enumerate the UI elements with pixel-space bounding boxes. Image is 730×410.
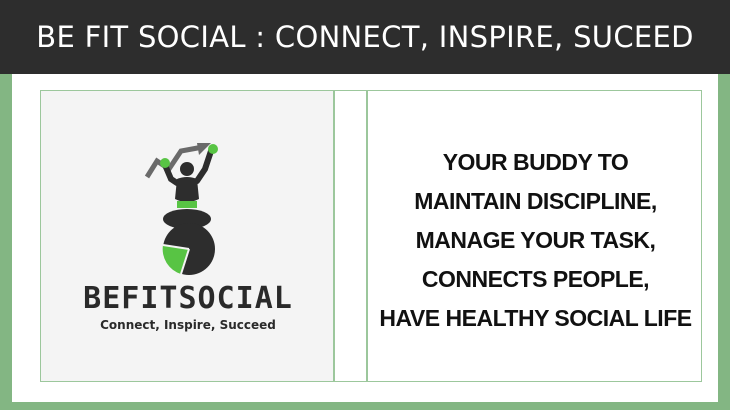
- slogan-line: MANAGE YOUR TASK,: [415, 227, 656, 253]
- divider-panel: [334, 90, 367, 382]
- slogan-panel: [367, 90, 702, 382]
- slogan-line: HAVE HEALTHY SOCIAL LIFE: [379, 305, 692, 331]
- title-banner: [0, 0, 730, 74]
- content-area: [12, 74, 718, 402]
- slogan-line: MAINTAIN DISCIPLINE,: [414, 188, 657, 214]
- fitness-person-logo-icon: [141, 139, 235, 275]
- logo-panel: [40, 90, 334, 382]
- brand-tagline: Connect, Inspire, Succeed: [100, 318, 276, 332]
- slogan-text: [368, 143, 703, 338]
- brand-name: BEFITSOCIAL: [83, 281, 293, 316]
- slogan-line: CONNECTS PEOPLE,: [421, 266, 650, 292]
- slogan-line: YOUR BUDDY TO: [442, 149, 629, 175]
- page-title: BE FIT SOCIAL : CONNECT, INSPIRE, SUCEED: [36, 20, 694, 54]
